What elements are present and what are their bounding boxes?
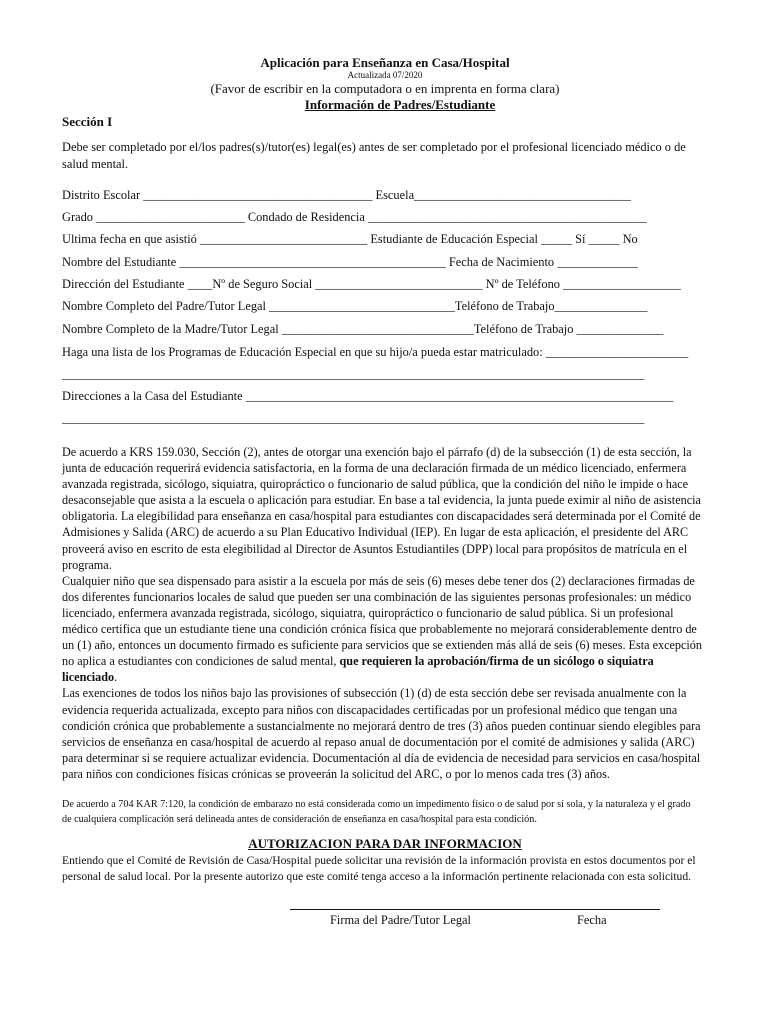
field-student-name[interactable]: Nombre del Estudiante ___________________________________________ Fecha de Nacimiento _____________ bbox=[62, 255, 638, 269]
info-heading: Información de Padres/Estudiante bbox=[304, 97, 496, 112]
section-intro: Debe ser completado por el/los padres(s)/tutor(es) legal(es) antes de ser completado por el profesional licenciado médico o de salud mental. bbox=[62, 140, 686, 171]
signature-label: Firma del Padre/Tutor Legal bbox=[330, 913, 471, 927]
form-title: Aplicación para Enseñanza en Casa/Hospital bbox=[260, 55, 510, 70]
field-school-district[interactable]: Distrito Escolar _____________________________________ Escuela___________________________________ bbox=[62, 188, 631, 202]
field-father-name[interactable]: Nombre Completo del Padre/Tutor Legal ______________________________Teléfono de Trabajo_______________ bbox=[62, 299, 648, 313]
authorization-text: Entiendo que el Comité de Revisión de Casa/Hospital puede solicitar una revisión de la información provista en estos documentos por el personal de salud local. Por la presente autorizo que este comité tenga acceso a la información pertinente relacionada con esta solicitud. bbox=[62, 854, 696, 883]
signature-line[interactable] bbox=[290, 909, 660, 910]
updated-date: Actualizada 07/2020 bbox=[347, 70, 423, 80]
legal-paragraph-1: De acuerdo a KRS 159.030, Sección (2), antes de otorgar una exención bajo el párrafo (d) de la subsección (1) de esta sección, la junta de educación requerirá evidencia satisfactoria, en la forma de una declaración firmada de un médico licenciado, enfermera avanzada registrada, sicólogo, siquiatra, quiropráctico o funcionario de salud pública, que la condición del niño le impide o hace desaconsejable que asista a la escuela o aplicación para estudiar. En base a tal evidencia, la junta puede eximir al niño de asistencia obligatoria. La elegibilidad para enseñanza en casa/hospital para estudiantes con discapacidades será determinada por el Comité de Admisiones y Salida (ARC) de acuerdo a su Plan Educativo Individual (IEP). En lugar de esta aplicación, el presidente del ARC proveerá aviso en escrito de esta elegibilidad al Director de Asuntos Estudiantiles (DPP) local para propósitos de matrícula en el programa. bbox=[62, 445, 701, 572]
legal-paragraph-2-bold: que requieren la aprobación/firma de un sicólogo o siquiatra licenciado bbox=[62, 654, 654, 685]
field-home-directions[interactable]: Direcciones a la Casa del Estudiante _____________________________________________________________________ bbox=[62, 389, 674, 403]
legal-paragraph-2 bbox=[62, 573, 710, 686]
legal-paragraph-2-end: . bbox=[114, 670, 118, 685]
field-student-address[interactable]: Dirección del Estudiante ____Nº de Seguro Social ___________________________ Nº de Teléfono ___________________ bbox=[62, 277, 681, 291]
field-special-ed-programs-line2[interactable]: ______________________________________________________________________________________________ bbox=[62, 367, 645, 381]
authorization-heading: AUTORIZACION PARA DAR INFORMACION bbox=[248, 836, 522, 851]
legal-text bbox=[62, 444, 710, 782]
field-mother-name[interactable]: Nombre Completo de la Madre/Tutor Legal _______________________________Teléfono de Trabajo ______________ bbox=[62, 322, 664, 336]
legal-paragraph-3: Las exenciones de todos los niños bajo las provisiones of subsección (1) (d) de esta sección debe ser revisada anualmente con la evidencia requerida actualizada, excepto para niños con discapacidades certificadas por un profesional médico que tengan una condición crónica que probablemente a sustancialmente no mejorará dentro de tres (3) años pueden continuar siendo elegibles para servicios de enseñanza en casa/hospital de acuerdo al repaso anual de documentación por el comité de admisiones y salida (ARC) para determinar si se requiere actualizar evidencia. Documentación al día de evidencia de necesidad para servicios en casa/hospital para niños con condiciones físicas crónicas se proveerán la solicitud del ARC, o por lo menos cada tres (3) años. bbox=[62, 686, 701, 781]
legal-paragraph-2-lead: Cualquier niño que sea dispensado para asistir a la escuela por más de seis (6) meses debe tener dos (2) declaraciones firmadas de dos diferentes funcionarios locales de salud que pueden ser una combinación de las siguientes personas profesionales: un médico licenciado, enfermera avanzada registrada, sicólogo, siquiatra, quiropráctico o funcionario de salud pública. Si un profesional médico certifica que un estudiante tiene una condición crónica física que probablemente no mejorará considerablemente dentro de un (1) año, entonces un documento firmado es suficiente para servicios que se extienden más allá de seis (6) meses. Esta excepción no aplica a estudiantes con condiciones de salud mental, bbox=[62, 573, 702, 669]
pregnancy-note: De acuerdo a 704 KAR 7:120, la condición de embarazo no está considerada como un impedimento físico o de salud por sí sola, y la naturaleza y el grado de cualquiera complicación será delineada antes de consideración de enseñanza en casa/hospital para esta condición. bbox=[62, 799, 691, 825]
section-label: Sección I bbox=[62, 114, 113, 129]
field-home-directions-line2[interactable]: ______________________________________________________________________________________________ bbox=[62, 411, 645, 425]
form-instructions: (Favor de escribir en la computadora o en imprenta en forma clara) bbox=[210, 81, 560, 96]
field-last-attended[interactable]: Ultima fecha en que asistió ___________________________ Estudiante de Educación Especial _____ Sí _____ No bbox=[62, 232, 638, 246]
date-label: Fecha bbox=[577, 913, 607, 927]
field-grade-county[interactable]: Grado ________________________ Condado de Residencia _____________________________________________ bbox=[62, 210, 647, 224]
field-special-ed-programs[interactable]: Haga una lista de los Programas de Educación Especial en que su hijo/a pueda estar matriculado: _______________________ bbox=[62, 345, 689, 359]
